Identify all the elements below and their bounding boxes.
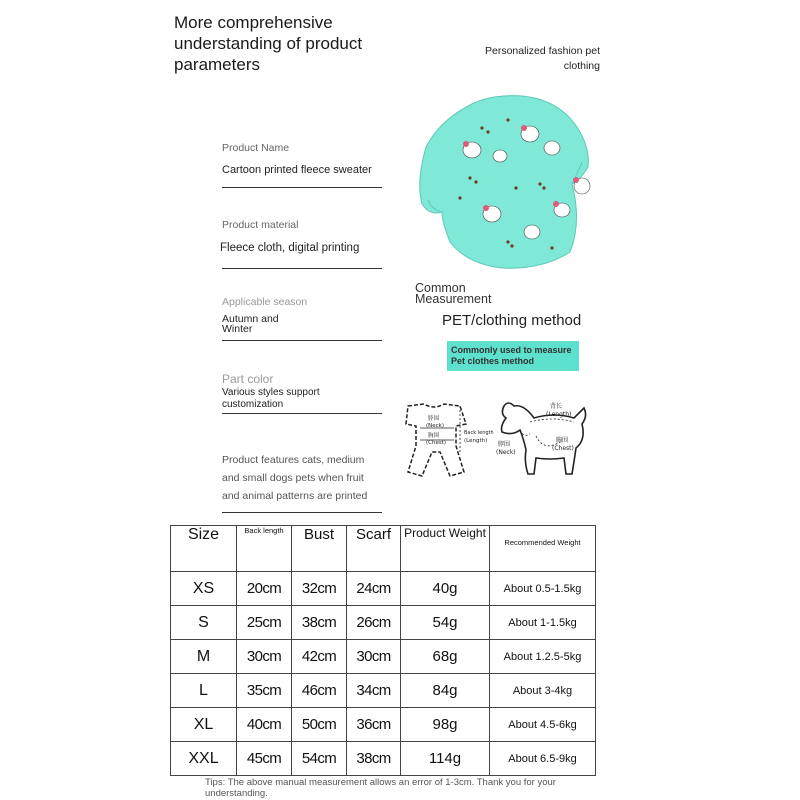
scarf-cell: 36cm — [347, 708, 401, 742]
divider — [222, 268, 382, 269]
garment-chest-label: (Chest) — [426, 440, 447, 446]
param-label-material: Product material — [222, 219, 299, 231]
table-row — [171, 640, 596, 674]
recommended-weight-cell: About 0.5-1.5kg — [490, 572, 596, 606]
divider — [222, 512, 382, 513]
method-title: PET/clothing method — [442, 312, 582, 329]
table-header-row — [171, 526, 596, 572]
table-row — [171, 742, 596, 776]
param-value-material: Fleece cloth, digital printing — [220, 242, 360, 254]
divider — [222, 187, 382, 188]
recommended-weight-cell: About 1-1.5kg — [490, 606, 596, 640]
dog-length-label: (Length) — [546, 411, 572, 418]
product-weight-cell: 68g — [401, 640, 490, 674]
back-length-cell: 45cm — [237, 742, 292, 776]
divider — [222, 340, 382, 341]
header-bust: Bust — [292, 526, 347, 572]
param-label-color: Part color — [222, 372, 274, 386]
header-size: Size — [171, 526, 237, 572]
scarf-cell: 38cm — [347, 742, 401, 776]
garment-back-label: Back length — [464, 430, 494, 436]
product-weight-cell: 114g — [401, 742, 490, 776]
recommended-weight-cell: About 1.2.5-5kg — [490, 640, 596, 674]
method-badge: Commonly used to measure Pet clothes method — [447, 341, 579, 371]
param-label-season: Applicable season — [222, 296, 308, 308]
scarf-cell: 30cm — [347, 640, 401, 674]
back-length-cell: 40cm — [237, 708, 292, 742]
dog-neck-label: (Neck) — [496, 449, 516, 456]
header-back-length: Back length — [237, 526, 292, 572]
scarf-cell: 24cm — [347, 572, 401, 606]
size-cell: XL — [171, 708, 237, 742]
size-cell: S — [171, 606, 237, 640]
back-length-cell: 25cm — [237, 606, 292, 640]
dog-length-label: 背长 — [550, 403, 563, 410]
garment-back-label: (Length) — [464, 438, 488, 444]
product-weight-cell: 98g — [401, 708, 490, 742]
back-length-cell: 30cm — [237, 640, 292, 674]
tips-note: Tips: The above manual measurement allows an error of 1-3cm. Thank you for your understanding. — [205, 777, 556, 799]
header-scarf: Scarf — [347, 526, 401, 572]
bust-cell: 38cm — [292, 606, 347, 640]
divider — [222, 413, 382, 414]
bust-cell: 54cm — [292, 742, 347, 776]
header-product-weight: Product Weight — [401, 526, 490, 572]
scarf-cell: 34cm — [347, 674, 401, 708]
param-value-color: Various styles support customization — [222, 387, 320, 410]
param-value-features: Product features cats, medium and small dogs pets when fruit and animal patterns are printed — [222, 454, 368, 502]
back-length-cell: 20cm — [237, 572, 292, 606]
size-cell: XS — [171, 572, 237, 606]
table-row — [171, 606, 596, 640]
measure-title: Common Measurement — [415, 281, 492, 306]
bust-cell: 46cm — [292, 674, 347, 708]
garment-neck-label: (Neck) — [426, 423, 444, 429]
bust-cell: 50cm — [292, 708, 347, 742]
size-table — [170, 525, 596, 776]
recommended-weight-cell: About 6.5-9kg — [490, 742, 596, 776]
bust-cell: 32cm — [292, 572, 347, 606]
dog-neck-label: 脖围 — [498, 441, 511, 448]
back-length-cell: 35cm — [237, 674, 292, 708]
scarf-cell: 26cm — [347, 606, 401, 640]
size-cell: XXL — [171, 742, 237, 776]
product-weight-cell: 54g — [401, 606, 490, 640]
param-value-name: Cartoon printed fleece sweater — [222, 164, 372, 176]
page-headline: More comprehensive understanding of product parameters — [174, 13, 363, 74]
size-cell: M — [171, 640, 237, 674]
recommended-weight-cell: About 3-4kg — [490, 674, 596, 708]
sweater-image — [412, 92, 602, 272]
garment-neck-label: 脖围 — [428, 416, 440, 422]
param-value-season: Autumn and Winter — [222, 313, 279, 335]
table-row — [171, 674, 596, 708]
product-weight-cell: 84g — [401, 674, 490, 708]
tagline: Personalized fashion pet clothing — [485, 45, 600, 72]
recommended-weight-cell: About 4.5-6kg — [490, 708, 596, 742]
dog-chest-label: 胸围 — [556, 437, 569, 444]
table-row — [171, 708, 596, 742]
dog-chest-label: (Chest) — [552, 445, 574, 452]
dog-diagram — [494, 396, 594, 480]
bust-cell: 42cm — [292, 640, 347, 674]
product-weight-cell: 40g — [401, 572, 490, 606]
garment-diagram — [384, 398, 496, 480]
table-row — [171, 572, 596, 606]
param-label-name: Product Name — [222, 142, 290, 154]
size-cell: L — [171, 674, 237, 708]
garment-chest-label: 胸围 — [428, 433, 440, 439]
header-recommended-weight: Recommended Weight — [490, 526, 596, 572]
